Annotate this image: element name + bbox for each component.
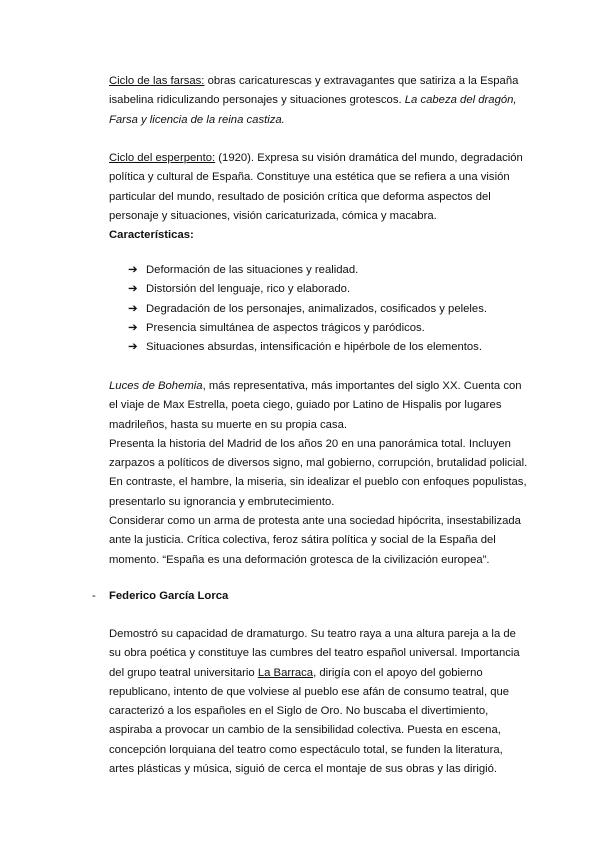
farsas-label: Ciclo de las farsas:: [109, 75, 205, 87]
farsas-works: La cabeza del dragón, Farsa y licencia de la reina castiza.: [109, 94, 517, 126]
esperpento-text: (1920). Expresa su visión dramática del mundo, degradación política y cultural de España. Constituye una estética que se refiera a una visión particular del mundo, resultado de posición crítica que deforma aspectos del personaje y situaciones, visión caricaturizada, cómica y macabra.: [109, 152, 523, 222]
arrow-icon: ➔: [128, 341, 138, 354]
arrow-icon: ➔: [128, 321, 138, 334]
luces-title: Luces de Bohemia: [109, 380, 203, 392]
esperpento-label: Ciclo del esperpento:: [109, 152, 216, 164]
luces-paragraph-4: Considerar como un arma de protesta ante una sociedad hipócrita, insestabilizada ante la justicia. Crítica colectiva, feroz sátira política y social de la España del momento. “España es una deformación grotesca de la civilización europea”.: [109, 515, 521, 566]
farsas-paragraph: [109, 72, 529, 130]
list-dash: -: [92, 590, 96, 602]
features-list: [128, 261, 548, 357]
luces-paragraph-1: Luces de Bohemia, más representativa, más importantes del siglo XX. Cuenta con el viaje de Max Estrella, poeta ciego, guiado por Latino de Hispalis por lugares madrileños, hasta su muerte en su propia casa.: [109, 380, 522, 431]
la-barraca: La Barraca: [257, 666, 314, 679]
list-item: ➔ Degradación de los personajes, animalizados, cosificados y peleles.: [128, 300, 548, 319]
list-item: ➔ Deformación de las situaciones y realidad.: [128, 261, 548, 280]
arrow-icon: ➔: [128, 283, 138, 296]
list-item: ➔ Situaciones absurdas, intensificación e hipérbole de los elementos.: [128, 338, 548, 357]
farsas-text: obras caricaturescas y extravagantes que satiriza a la España isabelina ridiculizando personajes y situaciones grotescos.: [109, 75, 519, 107]
list-item: ➔ Presencia simultánea de aspectos trágicos y paródicos.: [128, 319, 548, 338]
features-title: Características:: [109, 229, 194, 241]
arrow-icon: ➔: [128, 264, 138, 276]
luces-paragraph-2: Presenta la historia del Madrid de los años 20 en una panorámica total. Incluyen zarpazos a políticos de diversos signo, mal gobierno, corrupción, brutalidad policial.: [109, 437, 528, 470]
list-item: ➔ Distorsión del lenguaje, rico y elaborado.: [128, 280, 548, 299]
section-heading-lorca: Federico García Lorca: [109, 590, 229, 602]
esperpento-paragraph: [109, 149, 529, 226]
luces-paragraph-3: En contraste, el hambre, la miseria, sin idealizar el pueblo con enfoques populistas, presentarlo su ignorancia y embrutecimiento.: [109, 476, 527, 508]
lorca-paragraph: Demostró su capacidad de dramaturgo. Su teatro raya a una altura pareja a la de su obra poética y constituye las cumbres del teatro español universal. Importancia del grupo teatral universitario La Barraca, dirigía con el apoyo del gobierno republicano, intento de que volviese al pueblo ese afán de consumo teatral, que caracterizó a los españoles en el Siglo de Oro. No buscaba el divertimiento, aspiraba a provocar un cambio de la sensibilidad colectiva. Puesta en escena, concepción lorquiana del teatro como espectáculo total, se funden la literatura, artes plásticas y música, siguió de cerca el montaje de sus obras y las dirigió.: [109, 628, 520, 776]
luces-section: [109, 377, 529, 570]
arrow-icon: ➔: [128, 302, 138, 315]
